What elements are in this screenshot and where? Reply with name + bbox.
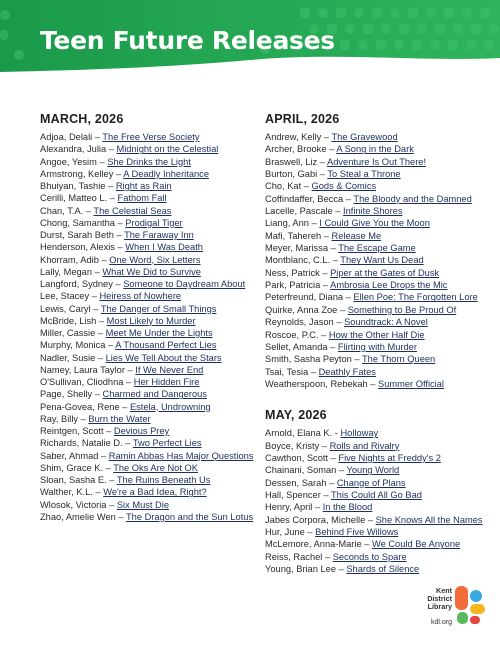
author-name: Mafi, Tahereh: [265, 230, 322, 241]
separator: –: [319, 440, 330, 451]
separator: –: [321, 230, 332, 241]
month-heading: APRIL, 2026: [265, 112, 340, 126]
separator: –: [78, 413, 89, 424]
book-title-link[interactable]: The Gravewood: [331, 132, 398, 142]
book-title-link[interactable]: What We Did to Survive: [102, 266, 201, 277]
separator: –: [320, 280, 331, 291]
list-item: [40, 450, 255, 462]
separator: –: [367, 378, 379, 389]
book-title-link[interactable]: Six Must Die: [116, 499, 170, 510]
list-item: [265, 217, 485, 229]
book-title-link[interactable]: This Could All Go Bad: [330, 489, 422, 500]
author-name: Henderson, Alexis: [40, 242, 115, 253]
book-title-link[interactable]: Charmed and Dangerous: [102, 389, 207, 400]
book-title-link[interactable]: Meet Me Under the Lights: [105, 328, 213, 338]
book-title-link[interactable]: To Steal a Throne: [327, 169, 401, 180]
author-name: Chainani, Soman: [265, 465, 337, 476]
separator: –: [89, 291, 100, 302]
list-item: [40, 143, 255, 155]
author-name: Roscoe, P.C.: [265, 329, 319, 340]
separator: –: [115, 511, 126, 522]
list-item: [40, 229, 255, 241]
separator: –: [122, 438, 133, 449]
author-name: Archer, Brooke: [265, 144, 327, 155]
right-column: [265, 112, 485, 589]
list-item: [40, 376, 255, 388]
list-item: [265, 452, 485, 464]
book-title-link[interactable]: The Danger of Small Things: [100, 303, 217, 314]
book-title-link[interactable]: She Knows All the Names: [375, 514, 483, 525]
list-item: [40, 290, 255, 302]
book-title-link[interactable]: Shards of Silence: [346, 564, 420, 574]
author-name: Lewis, Caryl: [40, 303, 91, 314]
author-name: Miller, Cassie: [40, 328, 96, 338]
author-name: Sellet, Amanda: [265, 341, 328, 352]
list-item: [40, 205, 255, 217]
list-item: [265, 156, 485, 168]
separator: –: [114, 242, 126, 253]
book-title-link[interactable]: The Dragon and the Sun Lotus: [125, 511, 254, 522]
book-title-link[interactable]: Holloway: [340, 428, 379, 439]
author-name: Boyce, Kristy: [265, 440, 320, 451]
book-title-link[interactable]: Young World: [346, 465, 400, 476]
author-name: Bhuiyan, Tashie: [40, 181, 106, 191]
list-item: [265, 538, 485, 550]
author-name: Khorram, Adib: [40, 254, 99, 265]
separator: –: [105, 340, 116, 351]
author-name: Zhao, Amelie Wen: [40, 511, 116, 522]
list-item: [265, 131, 485, 143]
list-item: [265, 242, 485, 254]
book-title-link[interactable]: One Word, Six Letters: [109, 254, 201, 265]
list-item: [40, 388, 255, 400]
book-title-link[interactable]: Release Me: [331, 230, 382, 241]
book-title-link[interactable]: When I Was Death: [125, 242, 203, 253]
author-name: Weatherspoon, Rebekah: [265, 378, 368, 389]
list-item: [265, 501, 485, 513]
author-name: Richards, Natalie D.: [40, 438, 123, 449]
book-title-link[interactable]: Someone to Daydream About: [123, 279, 246, 289]
book-title-link[interactable]: Infinite Shores: [343, 206, 403, 217]
separator: –: [119, 401, 130, 412]
list-item: [40, 254, 255, 266]
book-title-link[interactable]: How the Other Half Die: [328, 329, 425, 340]
separator: –: [90, 303, 101, 314]
list-item: [40, 315, 255, 327]
list-item: [265, 329, 485, 341]
separator: –: [319, 267, 331, 278]
separator: –: [317, 169, 328, 180]
author-name: Hall, Spencer: [265, 489, 321, 500]
author-name: Sloan, Sasha E.: [40, 475, 107, 485]
book-title-link[interactable]: Most Likely to Murder: [106, 315, 196, 326]
logo-wordmark: [420, 587, 452, 611]
separator: –: [332, 206, 344, 217]
author-name: Peterfreund, Diana: [265, 292, 344, 303]
separator: –: [312, 502, 323, 513]
book-title-link[interactable]: Lies We Tell About the Stars: [105, 352, 222, 363]
separator: –: [330, 255, 341, 266]
separator: –: [92, 266, 103, 277]
list-item: [265, 316, 485, 328]
list-item: [265, 230, 485, 242]
list-item: [40, 266, 255, 278]
separator: –: [106, 499, 117, 510]
author-name: Smith, Sasha Peyton: [265, 354, 352, 365]
separator: –: [308, 366, 319, 377]
author-name: Shim, Grace K.: [40, 462, 104, 473]
list-item: [265, 168, 485, 180]
list-item: [265, 267, 485, 279]
book-title-link[interactable]: Ramin Abbas Has Major Questions: [108, 450, 254, 461]
list-item: [40, 278, 255, 290]
author-name: Henry, April: [265, 502, 313, 513]
book-title-link[interactable]: Something to Be Proud Of: [347, 304, 457, 315]
book-title-link[interactable]: Piper at the Gates of Dusk: [330, 267, 440, 278]
list-item: [265, 341, 485, 353]
release-list: [265, 131, 485, 390]
list-item: [265, 563, 485, 575]
separator: –: [103, 426, 114, 436]
section-april: [265, 112, 485, 390]
separator: –: [328, 452, 339, 463]
separator: –: [318, 329, 329, 340]
release-list: [40, 131, 255, 523]
author-name: Quirke, Anna Zoe: [265, 304, 338, 315]
left-column: [40, 112, 255, 537]
separator: –: [301, 181, 312, 192]
author-name: Murphy, Monica: [40, 340, 106, 351]
author-name: Wlosok, Victoria: [40, 499, 107, 510]
book-title-link[interactable]: The Escape Game: [338, 243, 416, 254]
book-title-link[interactable]: Soundtrack: A Novel: [344, 317, 428, 328]
author-name: Ness, Patrick: [265, 267, 320, 278]
section-march: [40, 112, 255, 523]
book-title-link[interactable]: Right as Rain: [115, 181, 172, 191]
author-name: Durst, Sarah Beth: [40, 230, 114, 240]
list-item: [40, 486, 255, 498]
list-item: [40, 462, 255, 474]
author-name: Nadler, Susie: [40, 352, 96, 363]
book-title-link[interactable]: Estela, Undrowning: [129, 401, 211, 412]
list-item: [40, 217, 255, 229]
list-item: [40, 192, 255, 204]
book-title-link[interactable]: Fathom Fall: [117, 193, 167, 204]
separator: –: [112, 279, 124, 289]
author-name: McBride, Lish: [40, 315, 97, 326]
separator: –: [106, 144, 117, 155]
book-title-link[interactable]: Ambrosia Lee Drops the Mic: [330, 280, 448, 291]
list-item: [40, 156, 255, 168]
separator: –: [96, 315, 107, 326]
separator: –: [336, 465, 347, 476]
author-name: Chan, T.A.: [40, 205, 84, 216]
author-name: Ray, Billy: [40, 413, 79, 424]
list-item: [40, 131, 255, 143]
list-item: [265, 526, 485, 538]
book-title-link[interactable]: A Deadly Inheritance: [123, 168, 209, 179]
author-name: Cawthon, Scott: [265, 452, 329, 463]
page-title: Teen Future Releases: [40, 26, 335, 55]
author-name: Namey, Laura Taylor: [40, 364, 125, 375]
separator: –: [106, 475, 117, 485]
book-title-link[interactable]: Gods & Comics: [311, 181, 377, 192]
header-banner: [0, 0, 500, 80]
author-name: Lacelle, Pascale: [265, 206, 333, 217]
separator: –: [343, 292, 354, 303]
author-name: Alexandra, Julia: [40, 144, 107, 155]
author-name: Jabes Corpora, Michelle: [265, 514, 366, 525]
list-item: [40, 339, 255, 351]
separator: –: [322, 551, 333, 562]
list-item: [40, 168, 255, 180]
separator: –: [114, 217, 126, 228]
separator: –: [95, 352, 106, 363]
author-name: Andrew, Kelly: [265, 132, 322, 142]
list-item: [40, 241, 255, 253]
separator: –: [123, 377, 134, 387]
book-title-link[interactable]: The Faraway Inn: [124, 230, 194, 240]
separator: –: [107, 193, 118, 204]
separator: –: [105, 181, 116, 191]
book-title-link[interactable]: A Song in the Dark: [336, 144, 414, 155]
book-title-link[interactable]: The Celestial Seas: [93, 205, 172, 216]
list-item: [265, 279, 485, 291]
list-item: [40, 401, 255, 413]
separator: –: [308, 218, 320, 229]
book-title-link[interactable]: Ellen Poe: The Forgotten Lore: [353, 292, 478, 303]
author-name: Reintgen, Scott: [40, 426, 104, 436]
list-item: [265, 514, 485, 526]
book-title-link[interactable]: Midnight on the Celestial: [116, 144, 219, 155]
separator: –: [328, 243, 339, 254]
month-heading: MARCH, 2026: [40, 112, 124, 126]
list-item: [265, 353, 485, 365]
separator: –: [83, 205, 94, 216]
author-name: Burton, Gabi: [265, 169, 318, 180]
author-name: Armstrong, Kelley: [40, 168, 114, 179]
separator: –: [326, 144, 337, 155]
author-name: Lee, Stacey: [40, 291, 90, 302]
book-title-link[interactable]: Prodigal Tiger: [125, 217, 183, 228]
book-title-link[interactable]: Change of Plans: [336, 477, 406, 488]
separator: –: [333, 317, 345, 328]
list-item: [265, 489, 485, 501]
author-name: Liang, Ann: [265, 218, 309, 229]
author-name: O'Sullivan, Cliodhna: [40, 377, 124, 387]
separator: –: [95, 328, 106, 338]
list-item: [265, 291, 485, 303]
separator: –: [317, 156, 328, 167]
author-name: Tsai, Tesia: [265, 366, 309, 377]
book-title-link[interactable]: A Thousand Perfect Lies: [115, 340, 217, 351]
list-item: [265, 440, 485, 452]
book-title-link[interactable]: Heiress of Nowhere: [99, 291, 182, 302]
author-name: Page, Shelly: [40, 389, 93, 400]
book-title-link[interactable]: I Could Give You the Moon: [319, 218, 430, 229]
author-name: Angoe, Yesim: [40, 156, 97, 167]
separator: –: [327, 341, 338, 352]
book-title-link[interactable]: In the Blood: [322, 502, 373, 513]
author-name: Park, Patricia: [265, 280, 321, 291]
author-name: Braswell, Liz: [265, 156, 318, 167]
list-item: [40, 474, 255, 486]
list-item: [40, 413, 255, 425]
separator: –: [361, 539, 372, 550]
separator: –: [92, 389, 103, 400]
author-name: Reiss, Rachel: [265, 551, 323, 562]
author-name: Lally, Megan: [40, 266, 93, 277]
separator: –: [103, 462, 114, 473]
logo-line: District: [427, 594, 452, 603]
book-title-link[interactable]: Behind Five Willows: [315, 526, 399, 537]
list-item: [265, 366, 485, 378]
author-name: Pena-Govea, Rene: [40, 401, 120, 412]
list-item: [40, 425, 255, 437]
book-title-link[interactable]: Summer Official: [378, 378, 444, 389]
separator: –: [113, 230, 125, 240]
book-title-link[interactable]: Burn the Water: [88, 413, 151, 424]
list-item: [40, 364, 255, 376]
author-name: McLemore, Anna-Marie: [265, 539, 362, 550]
book-title-link[interactable]: The Ruins Beneath Us: [116, 475, 211, 485]
list-item: [40, 327, 255, 339]
author-name: Arnold, Elana K.: [265, 428, 333, 439]
website-link[interactable]: kdl.org: [430, 619, 452, 626]
list-item: [40, 180, 255, 192]
kdl-logo[interactable]: [420, 586, 490, 634]
separator: –: [336, 564, 347, 574]
list-item: [265, 464, 485, 476]
author-name: Adjoa, Delali: [40, 132, 93, 142]
separator: –: [326, 477, 337, 488]
book-title-link[interactable]: Deathly Fates: [318, 366, 376, 377]
list-item: [265, 551, 485, 563]
list-item: [265, 193, 485, 205]
list-item: [265, 304, 485, 316]
book-title-link[interactable]: Adventure Is Out There!: [327, 156, 427, 167]
author-name: Hur, June: [265, 526, 305, 537]
separator: –: [96, 156, 108, 167]
separator: –: [320, 489, 331, 500]
author-name: Chong, Samantha: [40, 217, 115, 228]
library-logo-icon: [455, 586, 487, 626]
list-item: [265, 378, 485, 390]
logo-line: Kent: [436, 586, 452, 595]
author-name: Cerilli, Matteo L.: [40, 193, 108, 204]
separator: –: [365, 514, 376, 525]
book-title-link[interactable]: We Could Be Anyone: [371, 539, 461, 550]
book-title-link[interactable]: They Want Us Dead: [340, 255, 424, 266]
author-name: Cho, Kat: [265, 181, 302, 192]
separator: –: [98, 254, 110, 265]
logo-line: Library: [427, 602, 452, 611]
separator: –: [337, 304, 348, 315]
author-name: Meyer, Marissa: [265, 243, 329, 254]
release-list: [265, 427, 485, 575]
list-item: [265, 143, 485, 155]
book-title-link[interactable]: She Drinks the Light: [107, 156, 191, 167]
list-item: [265, 254, 485, 266]
separator: –: [124, 364, 136, 375]
book-title-link[interactable]: We're a Bad Idea, Right?: [103, 487, 207, 498]
list-item: [265, 180, 485, 192]
separator: –: [304, 526, 316, 537]
book-title-link[interactable]: Seconds to Spare: [332, 551, 407, 562]
section-may: [265, 408, 485, 575]
book-title-link[interactable]: Two Perfect Lies: [132, 438, 202, 449]
book-title-link[interactable]: Rolls and Rivalry: [329, 440, 400, 451]
list-item: [40, 499, 255, 511]
author-name: Walther, K.L.: [40, 487, 93, 498]
list-item: [265, 477, 485, 489]
list-item: [265, 205, 485, 217]
separator: -: [332, 428, 341, 439]
author-name: Langford, Sydney: [40, 279, 113, 289]
book-title-link[interactable]: The Bloody and the Damned: [353, 193, 472, 204]
list-item: [40, 352, 255, 364]
author-name: Montblanc, C.L.: [265, 255, 331, 266]
author-name: Reynolds, Jason: [265, 317, 334, 328]
separator: –: [98, 450, 109, 461]
book-title-link[interactable]: If We Never End: [135, 364, 204, 375]
list-item: [40, 437, 255, 449]
separator: –: [92, 487, 104, 498]
book-title-link[interactable]: The Thorn Queen: [362, 354, 436, 365]
list-item: [40, 511, 255, 523]
list-item: [265, 427, 485, 439]
author-name: Young, Brian Lee: [265, 564, 336, 574]
separator: –: [321, 132, 332, 142]
book-title-link[interactable]: The Free Verse Society: [102, 132, 200, 142]
separator: –: [343, 193, 354, 204]
book-title-link[interactable]: Devious Prey: [113, 426, 170, 436]
list-item: [40, 303, 255, 315]
author-name: Dessen, Sarah: [265, 477, 327, 488]
author-name: Saber, Ahmad: [40, 450, 99, 461]
separator: –: [92, 132, 103, 142]
separator: –: [113, 168, 124, 179]
separator: –: [351, 354, 362, 365]
book-title-link[interactable]: Five Nights at Freddy's 2: [338, 452, 441, 463]
book-title-link[interactable]: The Oks Are Not OK: [113, 462, 198, 473]
book-title-link[interactable]: Her Hidden Fire: [133, 377, 200, 387]
month-heading: MAY, 2026: [265, 408, 327, 423]
book-title-link[interactable]: Flirting with Murder: [337, 341, 417, 352]
author-name: Coffindaffer, Becca: [265, 193, 344, 204]
